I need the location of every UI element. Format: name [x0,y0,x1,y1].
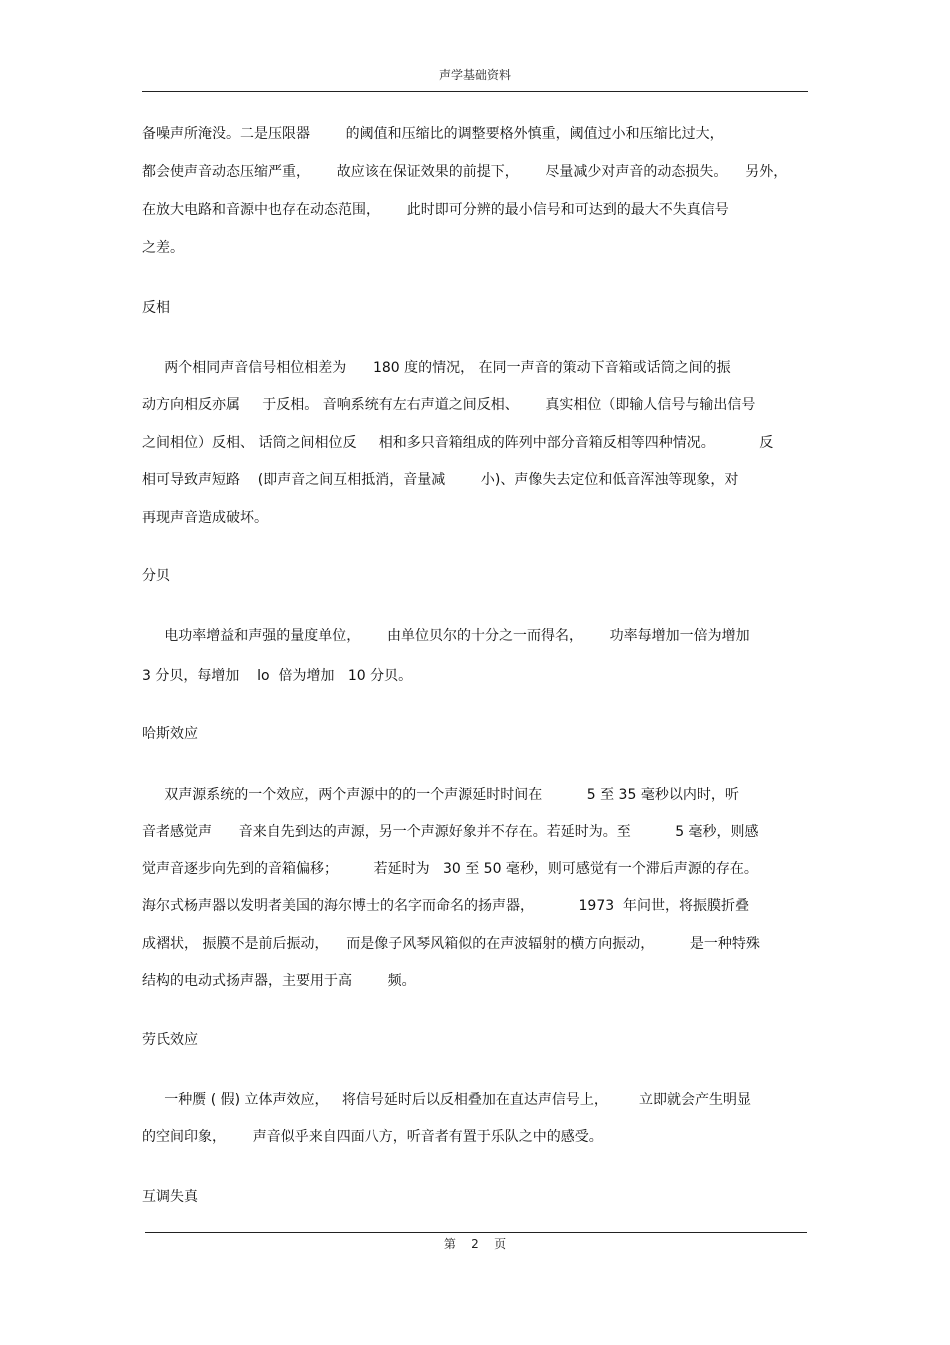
section-heading-lauridsen-effect: 劳氏效应 [142,1032,198,1048]
text-line: 之间相位）反相、 话筒之间相位反 相和多只音箱组成的阵列中部分音箱反相等四种情况。 反 [142,435,774,451]
section-heading-fenbei: 分贝 [142,568,170,584]
text-line: 双声源系统的一个效应，两个声源中的的一个声源延时时间在 5 至 35 毫秒以内时，听 [142,787,739,803]
section-heading-fanxiang: 反相 [142,300,170,316]
text-line: 动方向相反亦属 于反相。 音响系统有左右声道之间反相、 真实相位（即输人信号与输出信号 [142,397,756,413]
section-heading-intermod-distortion: 互调失真 [142,1189,198,1205]
text-line: 的空间印象， 声音似乎来自四面八方，听音者有置于乐队之中的感受。 [142,1129,603,1145]
text-line: 结构的电动式扬声器，主要用于高 频。 [142,973,416,989]
text-line: 相可导致声短路 (即声音之间互相抵消，音量减 小)、声像失去定位和低音浑浊等现象，对 [142,472,739,488]
header-rule [142,91,808,92]
text-line: 都会使声音动态压缩严重， 故应该在保证效果的前提下， 尽量减少对声音的动态损失。 另外， [142,164,788,180]
page-header-title: 声学基础资料 [438,68,511,82]
text-line: 两个相同声音信号相位相差为 180 度的情况， 在同一声音的策动下音箱或话筒之间的振 [142,360,731,376]
text-line: 再现声音造成破坏。 [142,510,268,526]
text-line: 觉声音逐步向先到的音箱偏移； 若延时为 30 至 50 毫秒，则可感觉有一个滞后声源的存在。 [142,861,758,877]
text-line: 在放大电路和音源中也存在动态范围， 此时即可分辨的最小信号和可达到的最大不失真信号 [142,202,729,218]
text-line: 之差。 [142,240,184,256]
text-line: 一种赝 ( 假) 立体声效应， 将信号延时后以反相叠加在直达声信号上， 立即就会产生明显 [142,1092,752,1108]
text-line: 3 分贝，每增加 lo 倍为增加 10 分贝。 [142,668,413,684]
footer-rule [145,1232,807,1233]
text-line: 成褶状， 振膜不是前后振动， 而是像子风琴风箱似的在声波辐射的横方向振动， 是一种特殊 [142,936,760,952]
text-line: 电功率增益和声强的量度单位， 由单位贝尔的十分之一而得名， 功率每增加一倍为增加 [142,628,750,644]
text-line: 音者感觉声 音来自先到达的声源，另一个声源好象并不存在。若延时为。至 5 毫秒，则感 [142,824,759,840]
section-heading-haas-effect: 哈斯效应 [142,726,198,742]
text-line: 海尔式杨声器以发明者美国的海尔博士的名字而命名的扬声器， 1973 年问世，将振膜折叠 [142,898,750,914]
page-number: 第 2 页 [443,1237,507,1251]
text-line: 备噪声所淹没。二是压限器 的阈值和压缩比的调整要格外慎重，阈值过小和压缩比过大， [142,126,724,142]
